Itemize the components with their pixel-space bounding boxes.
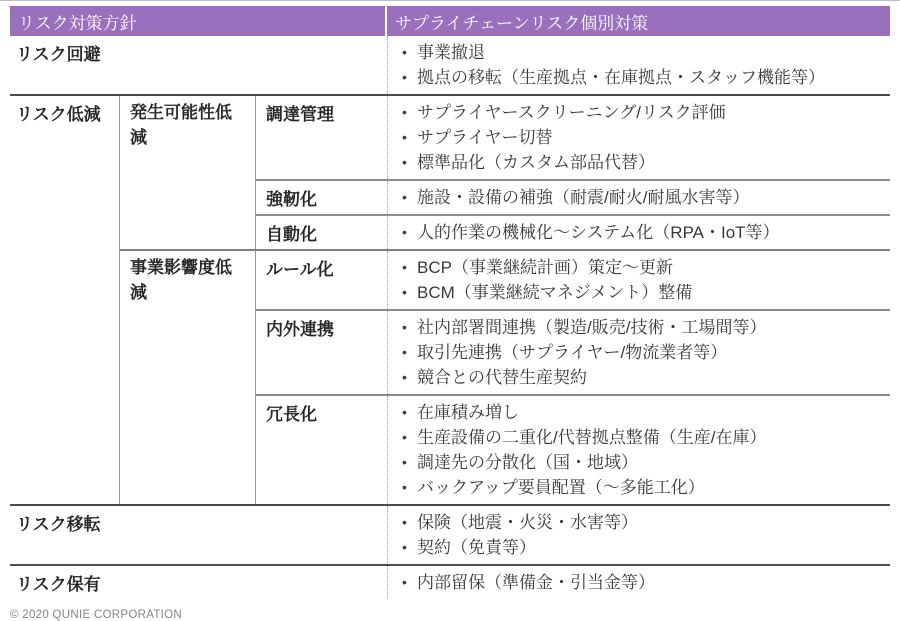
list-item (388, 315, 890, 340)
list-item (388, 400, 890, 425)
subrow-measures (387, 251, 890, 309)
group-likelihood-reduction (120, 96, 890, 249)
bullet-icon: • (402, 129, 407, 145)
bullet-icon: • (402, 574, 407, 590)
bullet-icon: • (402, 514, 407, 530)
measure-text: BCM（事業継続マネジメント）整備 (417, 283, 693, 302)
group-label: 事業影響度低減 (120, 251, 256, 504)
measure-text: 内部留保（準備金・引当金等） (417, 573, 655, 592)
subrow-measures (387, 181, 890, 214)
row-risk-reduction (10, 94, 890, 504)
group-impact-reduction (120, 249, 890, 504)
subrow-redundancy (256, 394, 890, 504)
risk-transfer-label: リスク移転 (16, 515, 101, 534)
header-cell-measures (387, 6, 890, 36)
bullet-icon: • (402, 369, 407, 385)
subrow-label: ルール化 (266, 260, 334, 279)
risk-avoidance-label: リスク回避 (16, 45, 101, 64)
measure-text: 契約（免責等） (417, 538, 536, 557)
risk-retention-measures (387, 566, 890, 599)
measure-text: 社内部署間連携（製造/販売/技術・工場間等） (417, 318, 767, 337)
subrow-measures (387, 396, 890, 504)
risk-reduction-content (120, 96, 890, 504)
measure-text: 調達先の分散化（国・地域） (417, 453, 638, 472)
subrow-measures (387, 96, 890, 179)
bullet-icon: • (402, 319, 407, 335)
group-content (256, 96, 890, 249)
row-risk-transfer (10, 504, 890, 564)
list-item (388, 150, 890, 175)
list-item (388, 185, 890, 210)
row-risk-avoidance (10, 36, 890, 94)
subrow-label: 調達管理 (266, 105, 334, 124)
list-item (388, 100, 890, 125)
list-item (388, 255, 890, 280)
list-item (388, 280, 890, 305)
risk-reduction-label: リスク低減 (10, 96, 120, 504)
measure-text: 人的作業の機械化～システム化（RPA・IoT等） (417, 223, 780, 242)
list-item (388, 475, 890, 500)
measure-text: 事業撤退 (417, 43, 485, 62)
subrow-label: 内外連携 (266, 320, 334, 339)
header-measures-label: サプライチェーンリスク個別対策 (395, 13, 649, 33)
measure-text: サプライヤースクリーニング/リスク評価 (417, 103, 726, 122)
subrow-automation (256, 214, 890, 249)
subrow-label: 冗長化 (266, 405, 317, 424)
subrow-label: 自動化 (266, 225, 317, 244)
bullet-icon: • (402, 189, 407, 205)
subrow-measures (387, 311, 890, 394)
risk-retention-label: リスク保有 (16, 575, 101, 594)
bullet-icon: • (402, 224, 407, 240)
measure-text: 標準品化（カスタム部品代替） (417, 153, 655, 172)
header-policy-label: リスク対策方針 (18, 13, 137, 33)
bullet-icon: • (402, 259, 407, 275)
measure-text: 取引先連携（サプライヤー/物流業者等） (417, 343, 728, 362)
bullet-icon: • (402, 284, 407, 300)
copyright-notice: © 2020 QUNIE CORPORATION (10, 609, 183, 621)
list-item (388, 425, 890, 450)
subrow-label: 強靭化 (266, 190, 317, 209)
list-item (388, 365, 890, 390)
subrow-collaboration (256, 309, 890, 394)
risk-measures-table (10, 6, 890, 599)
list-item (388, 570, 890, 595)
bullet-icon: • (402, 454, 407, 470)
list-item (388, 65, 890, 90)
subrow-resilience (256, 179, 890, 214)
bullet-icon: • (402, 344, 407, 360)
bullet-icon: • (402, 404, 407, 420)
group-content (256, 251, 890, 504)
bullet-icon: • (402, 104, 407, 120)
subrow-measures (387, 216, 890, 249)
list-item (388, 340, 890, 365)
bullet-icon: • (402, 429, 407, 445)
bullet-icon: • (402, 154, 407, 170)
subrow-rules (256, 251, 890, 309)
risk-avoidance-measures (387, 36, 890, 94)
measure-text: 拠点の移転（生産拠点・在庫拠点・スタッフ機能等） (417, 68, 825, 87)
measure-text: 在庫積み増し (417, 403, 519, 422)
bullet-icon: • (402, 479, 407, 495)
measure-text: 保険（地震・火災・水害等） (417, 513, 638, 532)
measure-text: 競合との代替生産契約 (417, 368, 587, 387)
risk-transfer-measures (387, 506, 890, 564)
list-item (388, 510, 890, 535)
bullet-icon: • (402, 44, 407, 60)
measure-text: BCP（事業継続計画）策定～更新 (417, 258, 673, 277)
table-header-row (10, 6, 890, 36)
measure-text: バックアップ要員配置（～多能工化） (417, 478, 705, 497)
measure-text: 施設・設備の補強（耐震/耐火/耐風水害等） (417, 188, 750, 207)
subrow-procurement (256, 96, 890, 179)
measure-text: 生産設備の二重化/代替拠点整備（生産/在庫） (417, 428, 767, 447)
list-item (388, 220, 890, 245)
list-item (388, 40, 890, 65)
row-risk-retention (10, 564, 890, 599)
measure-text: サプライヤー切替 (417, 128, 553, 147)
group-label: 発生可能性低減 (120, 96, 256, 249)
header-cell-policy (10, 6, 387, 36)
bullet-icon: • (402, 539, 407, 555)
list-item (388, 125, 890, 150)
list-item (388, 535, 890, 560)
top-divider (0, 0, 900, 1)
list-item (388, 450, 890, 475)
bullet-icon: • (402, 69, 407, 85)
